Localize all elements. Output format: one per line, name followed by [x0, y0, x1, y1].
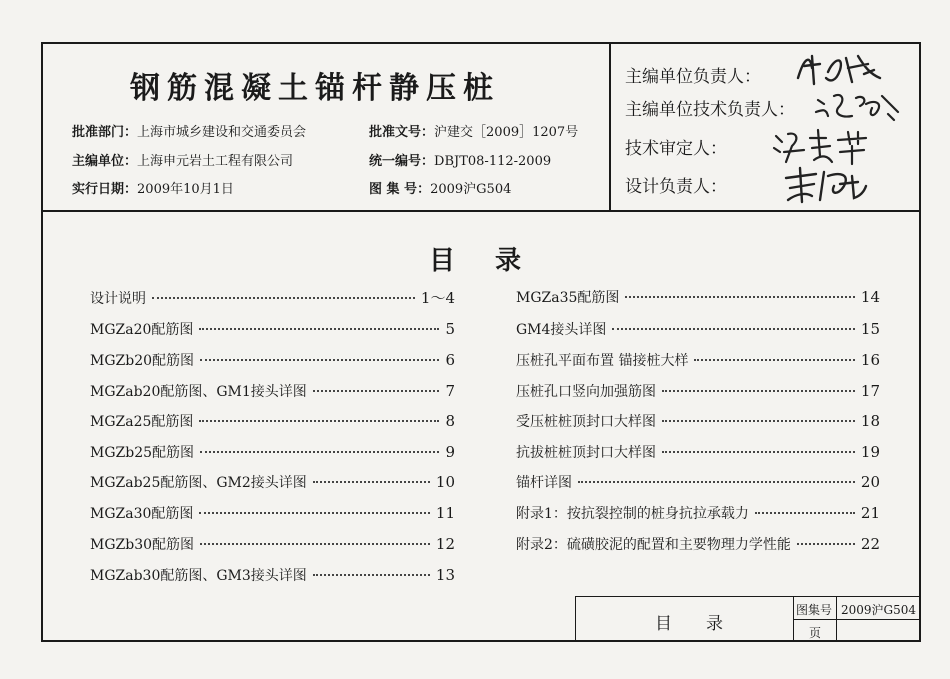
toc-item-page: 19 — [860, 443, 880, 461]
toc-item-page: 16 — [860, 351, 880, 369]
toc-item[interactable] — [90, 411, 455, 431]
toc-leader-dots — [199, 512, 429, 514]
meta-separator: ： — [421, 154, 435, 169]
toc-item-label: MGZab30配筋图、GM3接头详图 — [90, 568, 307, 584]
toc-item-label: MGZb20配筋图 — [90, 353, 195, 369]
meta-value: 上海市城乡建设和交通委员会 — [137, 125, 307, 140]
signature-3 — [770, 126, 870, 168]
meta-value: 沪建交［2009］1207号 — [434, 125, 579, 140]
toc-item[interactable] — [90, 319, 455, 339]
toc-item[interactable] — [90, 287, 455, 308]
meta-unified-no — [369, 150, 551, 169]
toc-leader-dots — [578, 481, 855, 483]
meta-effective-date — [72, 178, 234, 197]
meta-value: 2009年10月1日 — [137, 182, 234, 197]
title-block-atlas-label: 图集号 — [796, 603, 833, 617]
meta-chief-editor — [72, 150, 293, 169]
toc-item-page: 20 — [860, 473, 880, 491]
signature-4 — [780, 164, 870, 204]
meta-label: 批准部门 — [72, 125, 125, 140]
meta-value: DBJT08-112-2009 — [434, 154, 552, 169]
drawing-title: 钢筋混凝土锚杆静压桩 — [130, 71, 500, 106]
role-design-head: 设计负责人： — [625, 177, 727, 197]
toc-leader-dots — [313, 481, 430, 483]
signature-2 — [812, 86, 902, 124]
toc-item[interactable] — [516, 503, 880, 523]
toc-item-label: MGZa25配筋图 — [90, 414, 194, 430]
toc-item-page: 1～4 — [420, 289, 455, 307]
toc-item-label: 附录1：按抗裂控制的桩身抗拉承载力 — [516, 506, 749, 522]
toc-leader-dots — [625, 296, 854, 298]
toc-leader-dots — [662, 451, 855, 453]
toc-leader-dots — [662, 390, 855, 392]
toc-item[interactable] — [90, 565, 455, 585]
header-vertical-divider — [609, 42, 611, 211]
toc-item-page: 21 — [860, 504, 880, 522]
toc-item-label: MGZa35配筋图 — [516, 290, 620, 306]
header-divider — [41, 210, 921, 212]
toc-item-label: 受压桩桩顶封口大样图 — [516, 414, 656, 430]
toc-item[interactable] — [90, 350, 455, 370]
toc-item-page: 18 — [860, 412, 880, 430]
meta-value: 上海申元岩土工程有限公司 — [137, 154, 294, 169]
toc-item-page: 5 — [445, 320, 455, 338]
toc-item-label: MGZab25配筋图、GM2接头详图 — [90, 475, 307, 491]
toc-leader-dots — [152, 297, 415, 299]
title-block-top-line — [575, 596, 921, 597]
toc-leader-dots — [200, 543, 430, 545]
toc-heading: 目录 — [429, 246, 562, 276]
toc-item[interactable] — [516, 319, 880, 339]
toc-leader-dots — [694, 359, 854, 361]
title-block-left-line — [575, 596, 576, 642]
toc-item-page: 17 — [860, 382, 880, 400]
meta-atlas-no — [369, 178, 511, 197]
toc-item-label: GM4接头详图 — [516, 322, 607, 338]
toc-item-page: 14 — [860, 288, 880, 306]
toc-item[interactable] — [90, 381, 455, 401]
toc-item-label: 设计说明 — [90, 291, 146, 307]
toc-item-label: 附录2：硫磺胶泥的配置和主要物理力学性能 — [516, 537, 791, 553]
toc-item-label: 压桩孔口竖向加强筋图 — [516, 384, 656, 400]
toc-leader-dots — [755, 512, 855, 514]
toc-leader-dots — [662, 420, 855, 422]
title-block-page-label: 页 — [809, 626, 822, 640]
toc-item-label: MGZa20配筋图 — [90, 322, 194, 338]
toc-leader-dots — [313, 574, 430, 576]
meta-separator: ： — [124, 182, 138, 197]
meta-value: 2009沪G504 — [430, 182, 512, 197]
toc-leader-dots — [199, 420, 439, 422]
toc-item-page: 12 — [435, 535, 455, 553]
toc-item-page: 15 — [860, 320, 880, 338]
role-chief-tech-head: 主编单位技术负责人： — [625, 100, 795, 120]
meta-approval-no — [369, 121, 578, 140]
toc-item-label: MGZb25配筋图 — [90, 445, 195, 461]
meta-label: 统一编号 — [369, 154, 422, 169]
meta-label: 图 集 号 — [369, 182, 418, 197]
toc-leader-dots — [199, 328, 439, 330]
meta-label: 实行日期 — [72, 182, 125, 197]
toc-leader-dots — [200, 451, 439, 453]
toc-item[interactable] — [90, 503, 455, 523]
toc-item-label: 压桩孔平面布置 锚接桩大样 — [516, 353, 689, 369]
toc-item-page: 13 — [435, 566, 455, 584]
toc-item-page: 9 — [445, 443, 455, 461]
toc-item[interactable] — [516, 534, 880, 554]
toc-item-label: MGZab20配筋图、GM1接头详图 — [90, 384, 307, 400]
toc-item[interactable] — [90, 534, 455, 554]
toc-item-page: 6 — [445, 351, 455, 369]
toc-item[interactable] — [516, 411, 880, 431]
toc-item-label: MGZb30配筋图 — [90, 537, 195, 553]
meta-approval-dept — [72, 121, 306, 140]
toc-item[interactable] — [516, 442, 880, 462]
meta-label: 批准文号 — [369, 125, 422, 140]
toc-leader-dots — [200, 359, 439, 361]
toc-item[interactable] — [516, 287, 880, 307]
role-chief-unit-head: 主编单位负责人： — [625, 67, 761, 87]
meta-label: 主编单位 — [72, 154, 125, 169]
toc-leader-dots — [797, 543, 855, 545]
meta-separator: ： — [124, 125, 138, 140]
toc-item[interactable] — [516, 350, 880, 370]
meta-separator: ： — [124, 154, 138, 169]
toc-item-label: MGZa30配筋图 — [90, 506, 194, 522]
title-block-mid-line — [793, 619, 921, 620]
toc-item[interactable] — [516, 472, 880, 492]
toc-item-page: 22 — [860, 535, 880, 553]
toc-item[interactable] — [90, 442, 455, 462]
toc-item-label: 锚杆详图 — [516, 475, 572, 491]
toc-item[interactable] — [516, 381, 880, 401]
signature-1 — [790, 48, 890, 90]
toc-item-page: 11 — [435, 504, 455, 522]
title-block-name: 目 录 — [655, 614, 723, 634]
role-tech-reviewer: 技术审定人： — [625, 139, 727, 159]
toc-leader-dots — [612, 328, 854, 330]
toc-item-page: 8 — [445, 412, 455, 430]
toc-item[interactable] — [90, 472, 455, 492]
toc-item-page: 7 — [445, 382, 455, 400]
toc-leader-dots — [313, 390, 440, 392]
title-block-atlas-value: 2009沪G504 — [841, 603, 917, 617]
toc-item-page: 10 — [435, 473, 455, 491]
meta-separator: ： — [421, 125, 435, 140]
meta-separator: ： — [417, 182, 431, 197]
toc-item-label: 抗拔桩桩顶封口大样图 — [516, 445, 656, 461]
